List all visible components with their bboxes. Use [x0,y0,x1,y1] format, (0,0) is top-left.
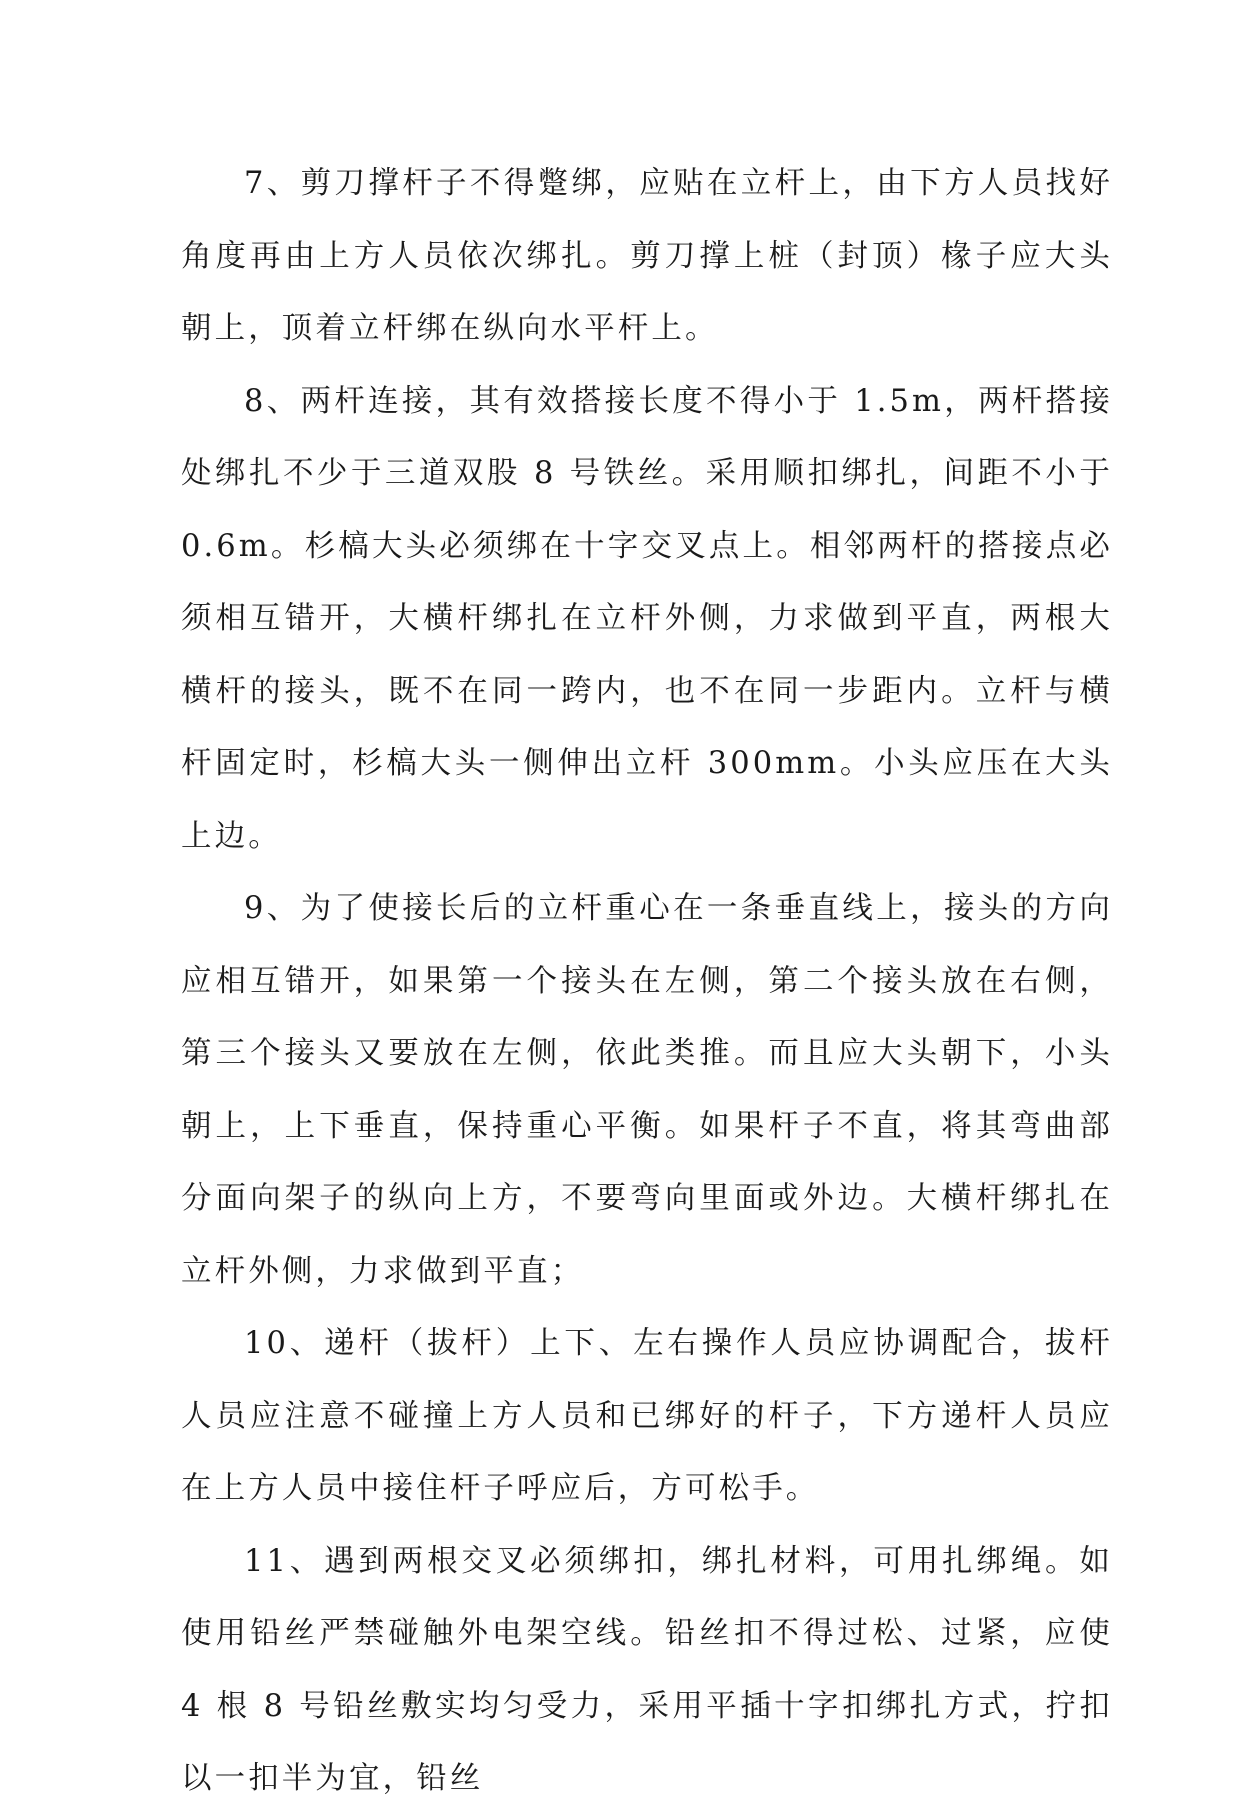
paragraph-10: 10、递杆（拔杆）上下、左右操作人员应协调配合，拔杆人员应注意不碰撞上方人员和已绑好的杆子，下方递杆人员应在上方人员中接住杆子呼应后，方可松手。 [181,1326,1113,1506]
paragraph-7: 7、剪刀撑杆子不得蹩绑，应贴在立杆上，由下方人员找好角度再由上方人员依次绑扎。剪刀撑上桩（封顶）椽子应大头朝上，顶着立杆绑在纵向水平杆上。 [181,166,1113,346]
paragraph-11: 11、遇到两根交叉必须绑扣，绑扎材料，可用扎绑绳。如使用铅丝严禁碰触外电架空线。铅丝扣不得过松、过紧，应使 4 根 8 号铅丝敷实均匀受力，采用平插十字扣绑扎方式，拧扣以一扣半为宜，铅丝 [181,1543,1113,1796]
paragraph-9: 9、为了使接长后的立杆重心在一条垂直线上，接头的方向应相互错开，如果第一个接头在左侧，第二个接头放在右侧，第三个接头又要放在左侧，依此类推。而且应大头朝下，小头朝上，上下垂直，保持重心平衡。如果杆子不直，将其弯曲部分面向架子的纵向上方，不要弯向里面或外边。大横杆绑扎在立杆外侧，力求做到平直； [181,891,1113,1289]
document-body [181,148,1113,1816]
paragraph-8: 8、两杆连接，其有效搭接长度不得小于 1.5m，两杆搭接处绑扎不少于三道双股 8 号铁丝。采用顺扣绑扎，间距不小于 0.6m。杉槁大头必须绑在十字交叉点上。相邻两杆的搭接点必须相互错开，大横杆绑扎在立杆外侧，力求做到平直，两根大横杆的接头，既不在同一跨内，也不在同一步距内。立杆与横杆固定时，杉槁大头一侧伸出立杆 300mm。小头应压在大头上边。 [181,383,1113,854]
